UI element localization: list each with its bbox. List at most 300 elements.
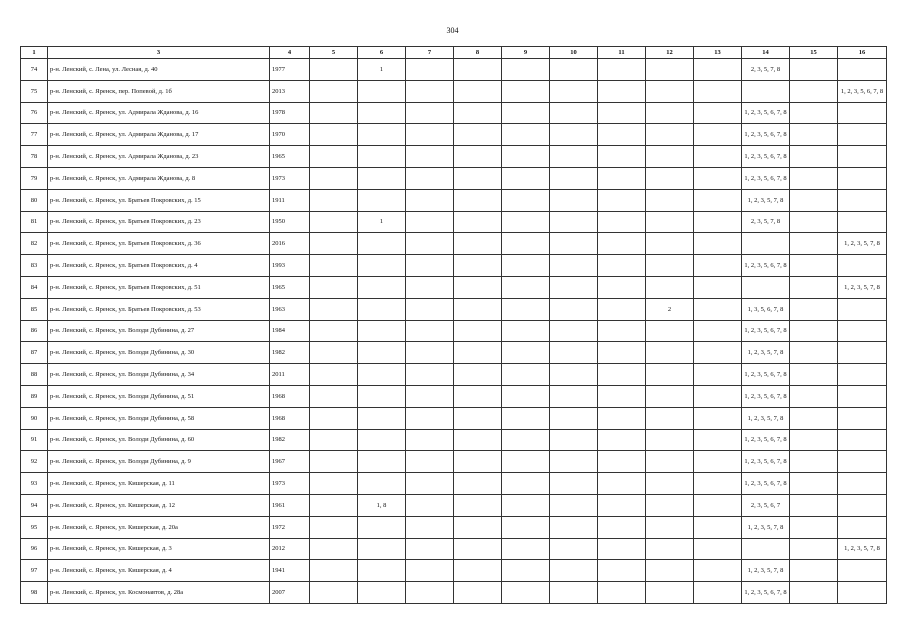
cell-col-15 bbox=[790, 451, 838, 473]
row-number: 75 bbox=[21, 80, 48, 102]
year-cell: 1968 bbox=[270, 407, 310, 429]
cell-col-7 bbox=[406, 59, 454, 81]
address-cell: р-н. Ленский, с. Яренск, ул. Володи Дубинина, д. 9 bbox=[48, 451, 270, 473]
cell-col-7 bbox=[406, 233, 454, 255]
year-cell: 2016 bbox=[270, 233, 310, 255]
column-header: 16 bbox=[838, 47, 887, 59]
cell-col-13 bbox=[694, 80, 742, 102]
cell-col-16: 1, 2, 3, 5, 7, 8 bbox=[838, 276, 887, 298]
cell-col-12 bbox=[646, 80, 694, 102]
cell-col-6 bbox=[358, 538, 406, 560]
table-row bbox=[21, 582, 887, 604]
column-header: 3 bbox=[48, 47, 270, 59]
cell-col-7 bbox=[406, 298, 454, 320]
cell-col-15 bbox=[790, 167, 838, 189]
cell-col-10 bbox=[550, 255, 598, 277]
cell-col-7 bbox=[406, 167, 454, 189]
cell-col-16: 1, 2, 3, 5, 6, 7, 8 bbox=[838, 80, 887, 102]
table-row bbox=[21, 560, 887, 582]
cell-col-10 bbox=[550, 494, 598, 516]
cell-col-8 bbox=[454, 102, 502, 124]
column-header: 12 bbox=[646, 47, 694, 59]
cell-col-10 bbox=[550, 233, 598, 255]
cell-col-16 bbox=[838, 516, 887, 538]
table-row bbox=[21, 364, 887, 386]
cell-col-9 bbox=[502, 211, 550, 233]
column-header: 6 bbox=[358, 47, 406, 59]
row-number: 76 bbox=[21, 102, 48, 124]
cell-col-10 bbox=[550, 473, 598, 495]
table-row bbox=[21, 146, 887, 168]
cell-col-14: 1, 2, 3, 5, 7, 8 bbox=[742, 342, 790, 364]
cell-col-13 bbox=[694, 124, 742, 146]
cell-col-10 bbox=[550, 167, 598, 189]
table-row bbox=[21, 59, 887, 81]
cell-col-12 bbox=[646, 516, 694, 538]
cell-col-10 bbox=[550, 298, 598, 320]
cell-col-11 bbox=[598, 298, 646, 320]
table-row bbox=[21, 233, 887, 255]
cell-col-13 bbox=[694, 473, 742, 495]
table-row bbox=[21, 473, 887, 495]
row-number: 80 bbox=[21, 189, 48, 211]
row-number: 92 bbox=[21, 451, 48, 473]
address-cell: р-н. Ленский, с. Яренск, ул. Кишерская, д. 20а bbox=[48, 516, 270, 538]
cell-col-11 bbox=[598, 342, 646, 364]
column-header: 14 bbox=[742, 47, 790, 59]
cell-col-11 bbox=[598, 320, 646, 342]
table-row bbox=[21, 276, 887, 298]
column-header: 7 bbox=[406, 47, 454, 59]
cell-col-5 bbox=[310, 516, 358, 538]
table-row bbox=[21, 80, 887, 102]
column-header: 9 bbox=[502, 47, 550, 59]
cell-col-7 bbox=[406, 560, 454, 582]
cell-col-9 bbox=[502, 407, 550, 429]
cell-col-7 bbox=[406, 538, 454, 560]
cell-col-13 bbox=[694, 582, 742, 604]
cell-col-14: 1, 2, 3, 5, 6, 7, 8 bbox=[742, 146, 790, 168]
cell-col-11 bbox=[598, 560, 646, 582]
cell-col-10 bbox=[550, 59, 598, 81]
cell-col-7 bbox=[406, 255, 454, 277]
cell-col-16 bbox=[838, 364, 887, 386]
cell-col-5 bbox=[310, 451, 358, 473]
cell-col-16 bbox=[838, 320, 887, 342]
cell-col-13 bbox=[694, 494, 742, 516]
cell-col-7 bbox=[406, 429, 454, 451]
cell-col-11 bbox=[598, 494, 646, 516]
cell-col-6 bbox=[358, 429, 406, 451]
cell-col-10 bbox=[550, 342, 598, 364]
cell-col-7 bbox=[406, 473, 454, 495]
cell-col-9 bbox=[502, 146, 550, 168]
cell-col-8 bbox=[454, 124, 502, 146]
cell-col-10 bbox=[550, 582, 598, 604]
cell-col-9 bbox=[502, 124, 550, 146]
cell-col-14 bbox=[742, 276, 790, 298]
address-cell: р-н. Ленский, с. Яренск, ул. Кишерская, д. 3 bbox=[48, 538, 270, 560]
cell-col-8 bbox=[454, 255, 502, 277]
row-number: 97 bbox=[21, 560, 48, 582]
cell-col-11 bbox=[598, 189, 646, 211]
address-cell: р-н. Ленский, с. Яренск, ул. Братьев Покровских, д. 53 bbox=[48, 298, 270, 320]
cell-col-7 bbox=[406, 364, 454, 386]
row-number: 89 bbox=[21, 385, 48, 407]
cell-col-13 bbox=[694, 59, 742, 81]
cell-col-16 bbox=[838, 407, 887, 429]
cell-col-14: 1, 2, 3, 5, 6, 7, 8 bbox=[742, 429, 790, 451]
address-cell: р-н. Ленский, с. Яренск, ул. Братьев Покровских, д. 51 bbox=[48, 276, 270, 298]
cell-col-8 bbox=[454, 211, 502, 233]
cell-col-5 bbox=[310, 80, 358, 102]
cell-col-13 bbox=[694, 146, 742, 168]
cell-col-14: 1, 2, 3, 5, 7, 8 bbox=[742, 516, 790, 538]
cell-col-6 bbox=[358, 298, 406, 320]
cell-col-8 bbox=[454, 560, 502, 582]
cell-col-6 bbox=[358, 320, 406, 342]
cell-col-6 bbox=[358, 342, 406, 364]
cell-col-15 bbox=[790, 189, 838, 211]
cell-col-12 bbox=[646, 494, 694, 516]
year-cell: 1973 bbox=[270, 167, 310, 189]
cell-col-16: 1, 2, 3, 5, 7, 8 bbox=[838, 233, 887, 255]
cell-col-12 bbox=[646, 320, 694, 342]
cell-col-5 bbox=[310, 167, 358, 189]
cell-col-5 bbox=[310, 255, 358, 277]
cell-col-12 bbox=[646, 364, 694, 386]
table-row bbox=[21, 189, 887, 211]
row-number: 85 bbox=[21, 298, 48, 320]
cell-col-14: 1, 2, 3, 5, 7, 8 bbox=[742, 560, 790, 582]
cell-col-8 bbox=[454, 407, 502, 429]
cell-col-13 bbox=[694, 189, 742, 211]
table-row bbox=[21, 385, 887, 407]
cell-col-14: 1, 2, 3, 5, 6, 7, 8 bbox=[742, 320, 790, 342]
cell-col-8 bbox=[454, 167, 502, 189]
year-cell: 1963 bbox=[270, 298, 310, 320]
cell-col-12 bbox=[646, 255, 694, 277]
cell-col-10 bbox=[550, 102, 598, 124]
cell-col-9 bbox=[502, 494, 550, 516]
address-cell: р-н. Ленский, с. Яренск, ул. Кишерская, д. 11 bbox=[48, 473, 270, 495]
cell-col-6 bbox=[358, 189, 406, 211]
page-number: 304 bbox=[446, 26, 459, 35]
year-cell: 1972 bbox=[270, 516, 310, 538]
year-cell: 1993 bbox=[270, 255, 310, 277]
address-cell: р-н. Ленский, с. Яренск, пер. Попевой, д. 1б bbox=[48, 80, 270, 102]
address-cell: р-н. Ленский, с. Яренск, ул. Володи Дубинина, д. 60 bbox=[48, 429, 270, 451]
address-cell: р-н. Ленский, с. Яренск, ул. Адмирала Жданова, д. 17 bbox=[48, 124, 270, 146]
cell-col-14 bbox=[742, 80, 790, 102]
row-number: 95 bbox=[21, 516, 48, 538]
register-table bbox=[20, 46, 887, 604]
cell-col-14: 2, 3, 5, 7, 8 bbox=[742, 211, 790, 233]
row-number: 83 bbox=[21, 255, 48, 277]
cell-col-5 bbox=[310, 59, 358, 81]
cell-col-15 bbox=[790, 364, 838, 386]
cell-col-5 bbox=[310, 538, 358, 560]
cell-col-15 bbox=[790, 102, 838, 124]
cell-col-11 bbox=[598, 211, 646, 233]
cell-col-5 bbox=[310, 473, 358, 495]
cell-col-16 bbox=[838, 102, 887, 124]
year-cell: 2007 bbox=[270, 582, 310, 604]
cell-col-10 bbox=[550, 407, 598, 429]
table-row bbox=[21, 124, 887, 146]
column-header: 13 bbox=[694, 47, 742, 59]
cell-col-7 bbox=[406, 494, 454, 516]
table-row bbox=[21, 407, 887, 429]
cell-col-9 bbox=[502, 298, 550, 320]
table-body bbox=[21, 59, 887, 604]
cell-col-15 bbox=[790, 59, 838, 81]
cell-col-12 bbox=[646, 167, 694, 189]
cell-col-10 bbox=[550, 320, 598, 342]
cell-col-8 bbox=[454, 276, 502, 298]
year-cell: 1982 bbox=[270, 429, 310, 451]
cell-col-15 bbox=[790, 124, 838, 146]
cell-col-12 bbox=[646, 473, 694, 495]
cell-col-11 bbox=[598, 451, 646, 473]
cell-col-6 bbox=[358, 233, 406, 255]
cell-col-10 bbox=[550, 211, 598, 233]
address-cell: р-н. Ленский, с. Яренск, ул. Володи Дубинина, д. 30 bbox=[48, 342, 270, 364]
cell-col-6 bbox=[358, 146, 406, 168]
cell-col-14: 2, 3, 5, 7, 8 bbox=[742, 59, 790, 81]
year-cell: 1984 bbox=[270, 320, 310, 342]
address-cell: р-н. Ленский, с. Яренск, ул. Братьев Покровских, д. 36 bbox=[48, 233, 270, 255]
cell-col-10 bbox=[550, 364, 598, 386]
cell-col-14: 1, 3, 5, 6, 7, 8 bbox=[742, 298, 790, 320]
table-row bbox=[21, 320, 887, 342]
row-number: 90 bbox=[21, 407, 48, 429]
cell-col-8 bbox=[454, 451, 502, 473]
cell-col-16 bbox=[838, 473, 887, 495]
cell-col-15 bbox=[790, 407, 838, 429]
cell-col-13 bbox=[694, 385, 742, 407]
table-row bbox=[21, 255, 887, 277]
cell-col-11 bbox=[598, 582, 646, 604]
cell-col-16 bbox=[838, 124, 887, 146]
cell-col-11 bbox=[598, 80, 646, 102]
cell-col-13 bbox=[694, 364, 742, 386]
cell-col-14: 1, 2, 3, 5, 6, 7, 8 bbox=[742, 385, 790, 407]
cell-col-15 bbox=[790, 276, 838, 298]
row-number: 86 bbox=[21, 320, 48, 342]
cell-col-13 bbox=[694, 538, 742, 560]
cell-col-15 bbox=[790, 146, 838, 168]
cell-col-12 bbox=[646, 59, 694, 81]
address-cell: р-н. Ленский, с. Яренск, ул. Володи Дубинина, д. 27 bbox=[48, 320, 270, 342]
cell-col-5 bbox=[310, 582, 358, 604]
cell-col-6 bbox=[358, 102, 406, 124]
cell-col-10 bbox=[550, 189, 598, 211]
cell-col-16 bbox=[838, 298, 887, 320]
cell-col-7 bbox=[406, 80, 454, 102]
cell-col-13 bbox=[694, 233, 742, 255]
cell-col-16: 1, 2, 3, 5, 7, 8 bbox=[838, 538, 887, 560]
cell-col-13 bbox=[694, 451, 742, 473]
column-header: 11 bbox=[598, 47, 646, 59]
cell-col-6 bbox=[358, 473, 406, 495]
cell-col-12 bbox=[646, 189, 694, 211]
address-cell: р-н. Ленский, с. Яренск, ул. Адмирала Жданова, д. 16 bbox=[48, 102, 270, 124]
cell-col-13 bbox=[694, 516, 742, 538]
cell-col-5 bbox=[310, 364, 358, 386]
cell-col-5 bbox=[310, 429, 358, 451]
cell-col-7 bbox=[406, 451, 454, 473]
cell-col-12 bbox=[646, 211, 694, 233]
cell-col-6 bbox=[358, 124, 406, 146]
year-cell: 1978 bbox=[270, 102, 310, 124]
table-row bbox=[21, 298, 887, 320]
cell-col-14: 1, 2, 3, 5, 6, 7, 8 bbox=[742, 451, 790, 473]
year-cell: 1970 bbox=[270, 124, 310, 146]
cell-col-7 bbox=[406, 582, 454, 604]
cell-col-10 bbox=[550, 560, 598, 582]
column-header: 5 bbox=[310, 47, 358, 59]
cell-col-13 bbox=[694, 167, 742, 189]
cell-col-9 bbox=[502, 385, 550, 407]
cell-col-13 bbox=[694, 276, 742, 298]
cell-col-11 bbox=[598, 473, 646, 495]
cell-col-8 bbox=[454, 80, 502, 102]
table-row bbox=[21, 516, 887, 538]
row-number: 91 bbox=[21, 429, 48, 451]
cell-col-9 bbox=[502, 276, 550, 298]
address-cell: р-н. Ленский, с. Яренск, ул. Кишерская, д. 12 bbox=[48, 494, 270, 516]
cell-col-11 bbox=[598, 167, 646, 189]
table-row bbox=[21, 494, 887, 516]
row-number: 81 bbox=[21, 211, 48, 233]
row-number: 77 bbox=[21, 124, 48, 146]
table-row bbox=[21, 211, 887, 233]
header-row bbox=[21, 47, 887, 59]
cell-col-16 bbox=[838, 211, 887, 233]
address-cell: р-н. Ленский, с. Яренск, ул. Володи Дубинина, д. 58 bbox=[48, 407, 270, 429]
cell-col-12: 2 bbox=[646, 298, 694, 320]
year-cell: 1965 bbox=[270, 276, 310, 298]
cell-col-6 bbox=[358, 560, 406, 582]
column-header: 15 bbox=[790, 47, 838, 59]
cell-col-14: 1, 2, 3, 5, 7, 8 bbox=[742, 407, 790, 429]
cell-col-9 bbox=[502, 538, 550, 560]
table-row bbox=[21, 167, 887, 189]
year-cell: 1968 bbox=[270, 385, 310, 407]
cell-col-13 bbox=[694, 342, 742, 364]
cell-col-7 bbox=[406, 385, 454, 407]
cell-col-8 bbox=[454, 298, 502, 320]
cell-col-11 bbox=[598, 255, 646, 277]
cell-col-6 bbox=[358, 276, 406, 298]
cell-col-5 bbox=[310, 298, 358, 320]
row-number: 88 bbox=[21, 364, 48, 386]
cell-col-5 bbox=[310, 276, 358, 298]
cell-col-15 bbox=[790, 473, 838, 495]
year-cell: 2012 bbox=[270, 538, 310, 560]
cell-col-10 bbox=[550, 385, 598, 407]
cell-col-7 bbox=[406, 276, 454, 298]
cell-col-8 bbox=[454, 385, 502, 407]
cell-col-14: 1, 2, 3, 5, 7, 8 bbox=[742, 189, 790, 211]
cell-col-14: 1, 2, 3, 5, 6, 7, 8 bbox=[742, 364, 790, 386]
cell-col-15 bbox=[790, 560, 838, 582]
column-header: 8 bbox=[454, 47, 502, 59]
cell-col-9 bbox=[502, 451, 550, 473]
cell-col-16 bbox=[838, 255, 887, 277]
year-cell: 1977 bbox=[270, 59, 310, 81]
address-cell: р-н. Ленский, с. Яренск, ул. Володи Дубинина, д. 34 bbox=[48, 364, 270, 386]
address-cell: р-н. Ленский, с. Яренск, ул. Адмирала Жданова, д. 23 bbox=[48, 146, 270, 168]
cell-col-6: 1, 8 bbox=[358, 494, 406, 516]
cell-col-14 bbox=[742, 233, 790, 255]
cell-col-15 bbox=[790, 385, 838, 407]
year-cell: 1961 bbox=[270, 494, 310, 516]
cell-col-12 bbox=[646, 233, 694, 255]
cell-col-15 bbox=[790, 233, 838, 255]
cell-col-8 bbox=[454, 342, 502, 364]
cell-col-5 bbox=[310, 102, 358, 124]
cell-col-12 bbox=[646, 102, 694, 124]
address-cell: р-н. Ленский, с. Яренск, ул. Братьев Покровских, д. 23 bbox=[48, 211, 270, 233]
cell-col-14: 1, 2, 3, 5, 6, 7, 8 bbox=[742, 167, 790, 189]
cell-col-11 bbox=[598, 124, 646, 146]
cell-col-5 bbox=[310, 342, 358, 364]
cell-col-12 bbox=[646, 538, 694, 560]
cell-col-15 bbox=[790, 516, 838, 538]
row-number: 87 bbox=[21, 342, 48, 364]
cell-col-13 bbox=[694, 320, 742, 342]
cell-col-6 bbox=[358, 385, 406, 407]
cell-col-16 bbox=[838, 59, 887, 81]
cell-col-11 bbox=[598, 276, 646, 298]
cell-col-9 bbox=[502, 59, 550, 81]
row-number: 98 bbox=[21, 582, 48, 604]
cell-col-8 bbox=[454, 429, 502, 451]
cell-col-7 bbox=[406, 211, 454, 233]
cell-col-12 bbox=[646, 342, 694, 364]
cell-col-6 bbox=[358, 516, 406, 538]
cell-col-13 bbox=[694, 560, 742, 582]
cell-col-9 bbox=[502, 102, 550, 124]
cell-col-9 bbox=[502, 342, 550, 364]
cell-col-16 bbox=[838, 582, 887, 604]
cell-col-9 bbox=[502, 255, 550, 277]
cell-col-16 bbox=[838, 342, 887, 364]
cell-col-9 bbox=[502, 364, 550, 386]
cell-col-8 bbox=[454, 59, 502, 81]
cell-col-7 bbox=[406, 124, 454, 146]
cell-col-8 bbox=[454, 189, 502, 211]
cell-col-9 bbox=[502, 189, 550, 211]
cell-col-16 bbox=[838, 189, 887, 211]
column-header: 10 bbox=[550, 47, 598, 59]
cell-col-5 bbox=[310, 407, 358, 429]
cell-col-11 bbox=[598, 233, 646, 255]
cell-col-8 bbox=[454, 146, 502, 168]
row-number: 74 bbox=[21, 59, 48, 81]
cell-col-8 bbox=[454, 582, 502, 604]
cell-col-5 bbox=[310, 124, 358, 146]
row-number: 78 bbox=[21, 146, 48, 168]
cell-col-15 bbox=[790, 80, 838, 102]
cell-col-15 bbox=[790, 342, 838, 364]
address-cell: р-н. Ленский, с. Лена, ул. Лесная, д. 40 bbox=[48, 59, 270, 81]
cell-col-6 bbox=[358, 255, 406, 277]
cell-col-7 bbox=[406, 189, 454, 211]
cell-col-11 bbox=[598, 429, 646, 451]
